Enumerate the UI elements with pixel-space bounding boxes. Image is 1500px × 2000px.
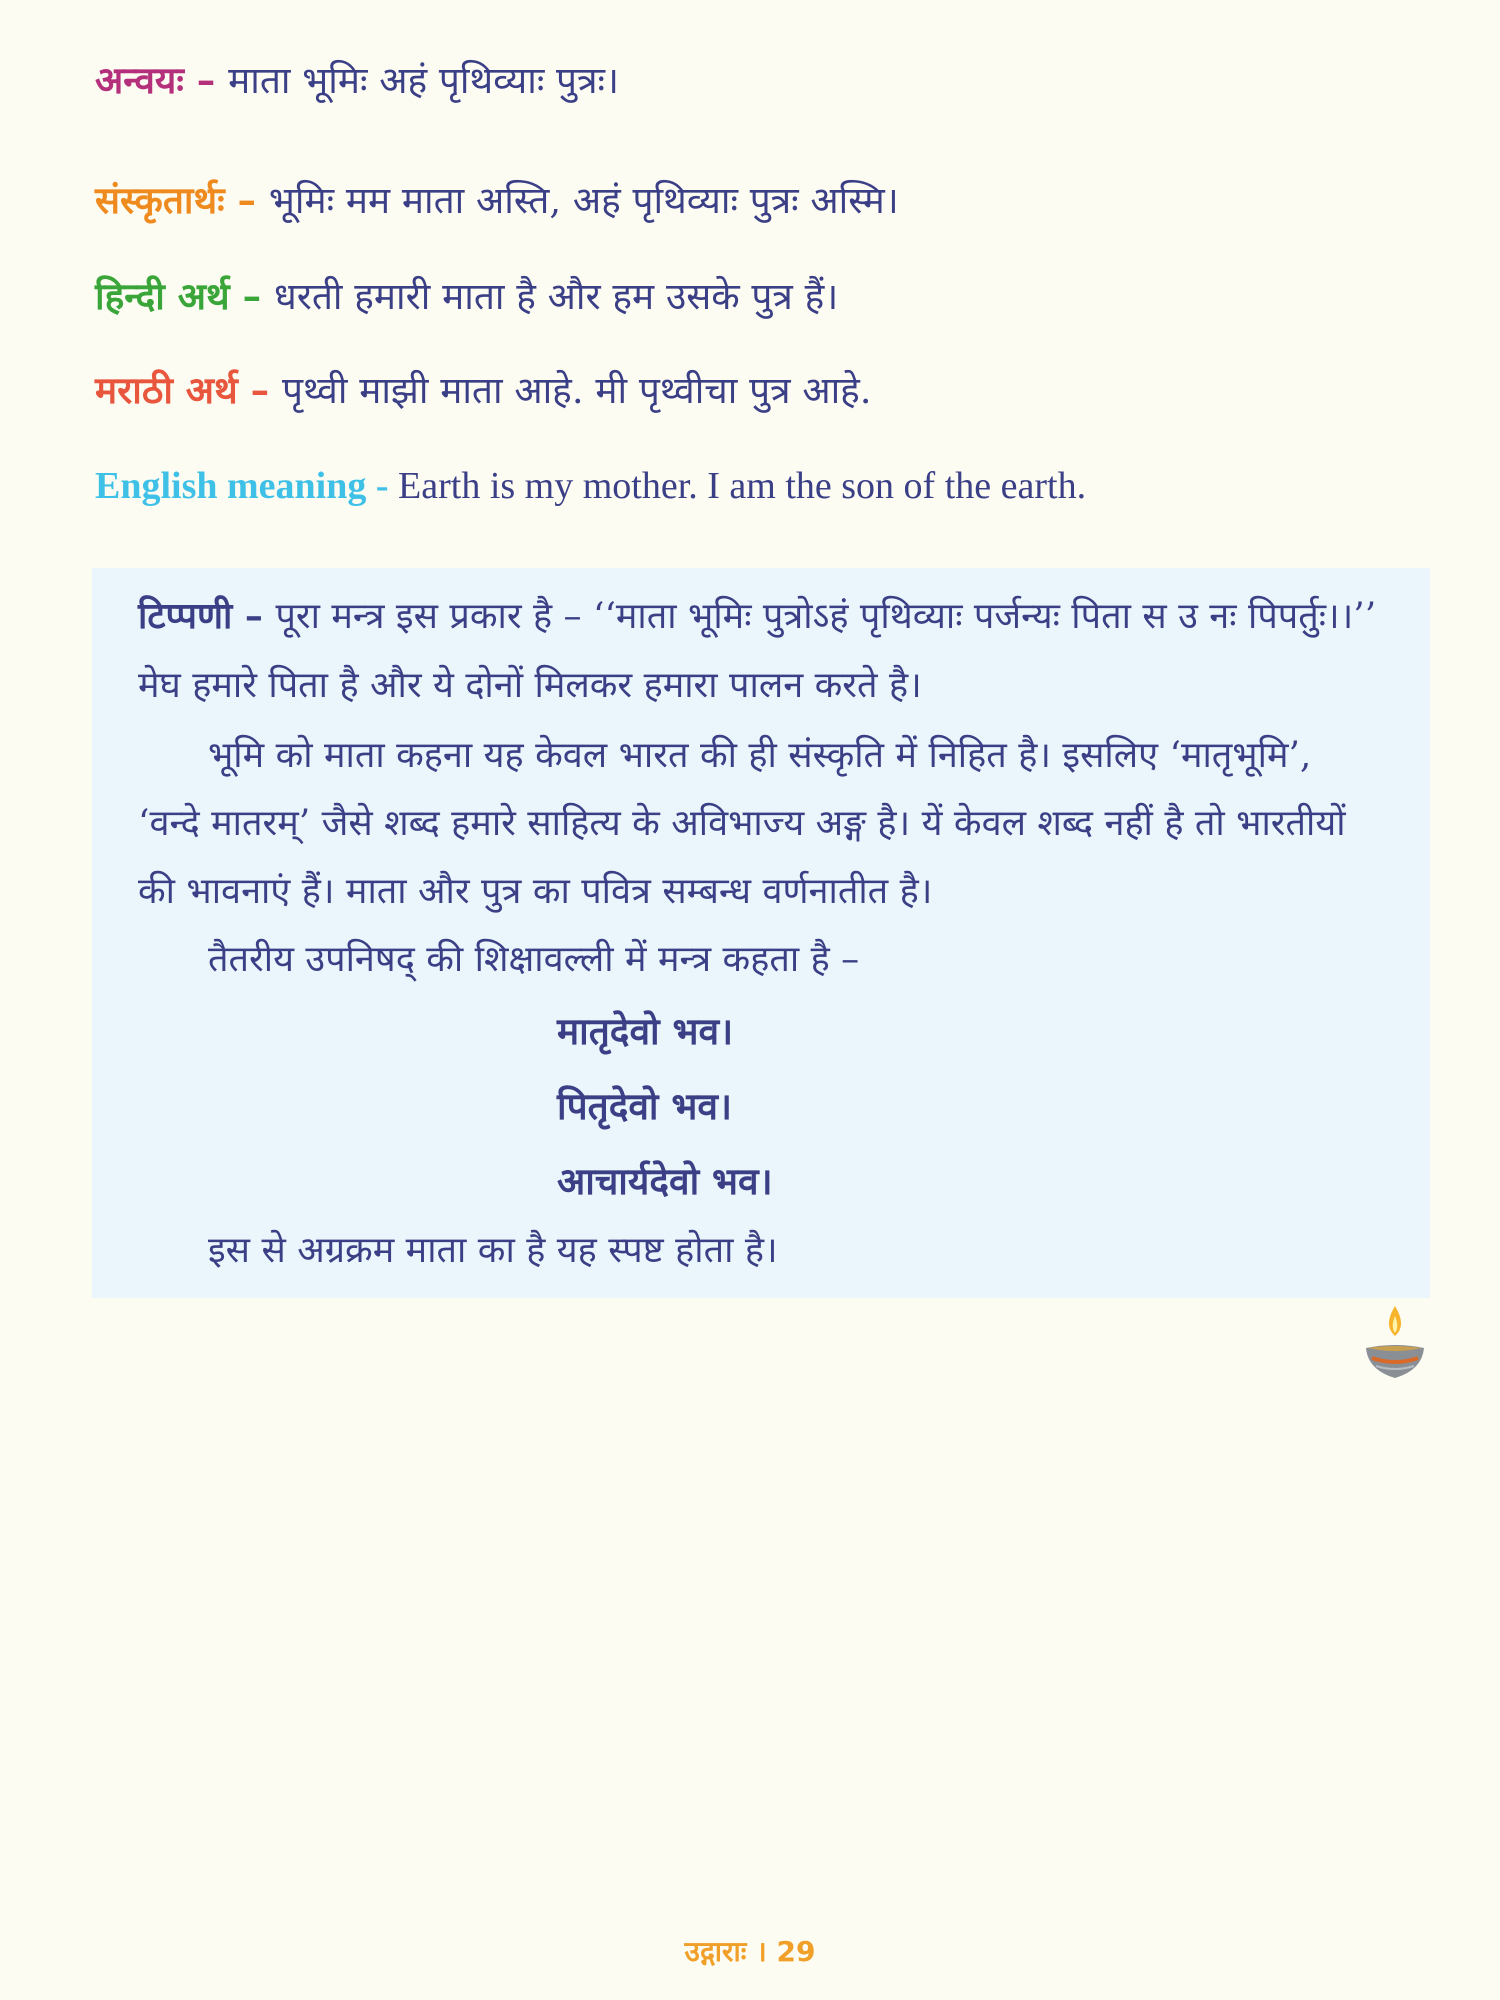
anvaya-text: माता भूमिः अहं पृथिव्याः पुत्रः। [228, 59, 619, 102]
page-number: 29 [776, 1935, 816, 1968]
anvaya-label: अन्वयः [95, 58, 184, 102]
english-meaning-label: English meaning [95, 465, 367, 507]
english-meaning-separator: - [366, 465, 399, 507]
diya-lamp-icon [1362, 1304, 1428, 1390]
mantra-line-3: आचार्यदेवो भव। [557, 1159, 773, 1203]
hindi-meaning-label: हिन्दी अर्थ [95, 274, 230, 318]
note-conclusion: इस से अग्रक्रम माता का है यह स्पष्ट होता है। [208, 1230, 778, 1271]
hindi-meaning-text: धरती हमारी माता है और हम उसके पुत्र हैं। [273, 275, 839, 318]
sanskritartha-label: संस्कृतार्थः [95, 178, 225, 222]
hindi-meaning-line [95, 272, 1420, 321]
mantra-line-1: मातृदेवो भव। [557, 1009, 734, 1053]
sanskritartha-separator: – [224, 178, 269, 222]
note-box [92, 568, 1430, 1298]
english-meaning-text: Earth is my mother. I am the son of the earth. [398, 465, 1087, 507]
note-separator: – [232, 595, 276, 637]
book-title: उद्गाराः [684, 1935, 747, 1968]
hindi-meaning-separator: – [229, 274, 274, 318]
marathi-meaning-text: पृथ्वी माझी माता आहे. मी पृथ्वीचा पुत्र आहे. [281, 369, 872, 412]
note-line-1 [138, 593, 1400, 640]
note-label: टिप्पणी [138, 595, 233, 637]
note-para3-line-1: तैतरीय उपनिषद् की शिक्षावल्ली में मन्त्र कहता है – [208, 939, 860, 980]
mantra-line-2: पितृदेवो भव। [557, 1084, 732, 1128]
anvaya-line [95, 56, 1420, 105]
sanskritartha-text: भूमिः मम माता अस्ति, अहं पृथिव्याः पुत्रः अस्मि। [268, 179, 899, 222]
page-footer [0, 1932, 1500, 1970]
footer-divider: । [746, 1935, 777, 1968]
english-meaning-line [95, 462, 1420, 510]
note-para2-line-1: भूमि को माता कहना यह केवल भारत की ही संस्कृति में निहित है। इसलिए ‘मातृभूमि’, [208, 735, 1312, 776]
note-para2-line-2: ‘वन्दे मातरम्’ जैसे शब्द हमारे साहित्य के अविभाज्य अङ्ग है। यें केवल शब्द नहीं है तो भारतीयों [138, 803, 1346, 844]
marathi-meaning-separator: – [237, 368, 282, 412]
sanskritartha-line [95, 176, 1420, 225]
note-para2-line-3: की भावनाएं हैं। माता और पुत्र का पवित्र सम्बन्ध वर्णनातीत है। [138, 871, 933, 912]
anvaya-separator: – [183, 58, 229, 102]
note-line-2: मेघ हमारे पिता है और ये दोनों मिलकर हमारा पालन करते है। [138, 665, 922, 706]
marathi-meaning-line [95, 366, 1420, 415]
marathi-meaning-label: मराठी अर्थ [95, 368, 238, 412]
note-text-1: पूरा मन्त्र इस प्रकार है – ‘‘माता भूमिः पुत्रोऽहं पृथिव्याः पर्जन्यः पिता स उ नः पिपर्तुः।।’’ [275, 596, 1377, 637]
